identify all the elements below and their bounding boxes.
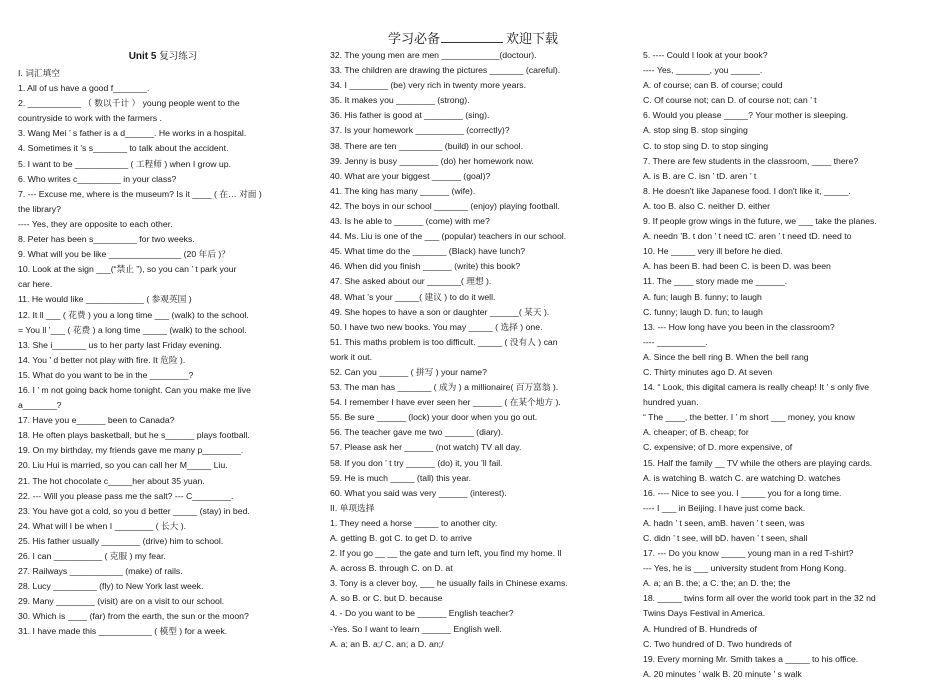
exercise-line: 14. “ Look, this digital camera is really cheap! It ’ s only five (643, 382, 870, 393)
exercise-line: 53. The man has _______ ( 成为 ) a millionaire( 百万富翁 ). (330, 382, 559, 393)
exercise-line: 16. ---- Nice to see you. I _____ you for a long time. (643, 487, 842, 498)
exercise-line: ---- Yes, they are opposite to each other. (18, 218, 173, 229)
exercise-line: A. is B. are C. isn ’ tD. aren ’ t (643, 170, 757, 181)
exercise-line: 9. What will you be like _______________ (20 年后 )？ (18, 249, 230, 260)
exercise-line: 18. He often plays basketball, but he s______ plays football. (18, 430, 250, 441)
exercise-line: 48. What ’s your _____( 建议 ) to do it well. (330, 291, 496, 302)
exercise-line: 31. I have made this ___________ ( 模型 ) for a week. (18, 626, 228, 637)
exercise-line: A. across B. through C. on D. at (330, 563, 453, 574)
exercise-line: 1. They need a horse _____ to another city. (330, 517, 498, 528)
exercise-line: A. Hundred of B. Hundreds of (643, 623, 757, 634)
exercise-line: 50. I have two new books. You may _____ ( 选择 ) one. (330, 321, 543, 332)
exercise-line: A. cheaper; of B. cheap; for (643, 427, 749, 438)
exercise-line: 30. Which is ____ (far) from the earth, the sun or the moon? (18, 611, 249, 622)
exercise-line: 39. Jenny is busy ________ (do) her homework now. (330, 155, 534, 166)
exercise-line: --- Yes, he is ___ university student from Hong Kong. (643, 563, 847, 574)
exercise-line: 58. If you don ’ t try ______ (do) it, you ’ll fail. (330, 457, 503, 468)
exercise-line: 2. If you go __ __ the gate and turn left, you find my home. ll (330, 548, 562, 559)
exercise-line: 34. I ________ (be) very rich in twenty more years. (330, 80, 527, 91)
exercise-line: 41. The king has many ______ (wife). (330, 185, 476, 196)
exercise-line: 17. --- Do you know _____ young man in a red T-shirt? (643, 548, 854, 559)
exercise-line: 54. I remember I have ever seen her ______ ( 在某个地方 ). (330, 397, 561, 408)
exercise-line: 6. Who writes c_________ in your class? (18, 173, 177, 184)
exercise-line: 38. There are ten _________ (build) in our school. (330, 140, 524, 151)
exercise-line: A. so B. or C. but D. because (330, 593, 443, 604)
exercise-line: C. Thirty minutes ago D. At seven (643, 366, 773, 377)
exercise-line: 59. He is much _____ (tall) this year. (330, 472, 471, 483)
exercise-line: A. stop sing B. stop singing (643, 125, 748, 136)
exercise-line: A. a; an B. the; a C. the; an D. the; the (643, 578, 791, 589)
exercise-line: 29. Many ________ (visit) are on a visit to our school. (18, 596, 225, 607)
exercise-line: A. too B. also C. neither D. either (643, 200, 770, 211)
exercise-line: C. expensive; of D. more expensive, of (643, 442, 793, 453)
exercise-line: 36. His father is good at ________ (sing). (330, 110, 490, 121)
exercise-line: car here. (18, 279, 53, 290)
exercise-line: 33. The children are drawing the pictures _______ (careful). (330, 65, 561, 76)
exercise-line: 56. The teacher gave me two ______ (diary). (330, 427, 504, 438)
exercise-line: 19. Every morning Mr. Smith takes a _____ to his office. (643, 653, 859, 664)
exercise-line: C. Two hundred of D. Two hundreds of (643, 638, 792, 649)
exercise-line: 28. Lucy _________ (fly) to New York last week. (18, 581, 204, 592)
exercise-line: 3. Tony is a clever boy, ___ he usually fails in Chinese exams. (330, 578, 568, 589)
exercise-line: 43. Is he able to ______ (come) with me? (330, 216, 490, 227)
exercise-line: 60. What you said was very ______ (interest). (330, 487, 507, 498)
exercise-line: 22. --- Will you please pass me the salt? --- C________. (18, 490, 234, 501)
exercise-line: 55. Be sure ______ (lock) your door when you go out. (330, 412, 538, 423)
exercise-line: 47. She asked about our _______( 理想 ). (330, 276, 492, 287)
exercise-line: hundred yuan. (643, 397, 699, 408)
exercise-line: I. 词汇填空 (18, 68, 60, 78)
exercise-line: 5. I want to be ___________ ( 工程师 ) when I grow up. (18, 158, 231, 169)
exercise-line: 13. --- How long have you been in the classroom? (643, 321, 835, 332)
exercise-line: 18. _____ twins form all over the world took part in the 32 nd (643, 593, 876, 604)
exercise-line: C. Of course not; can D. of course not; can ’ t (643, 95, 817, 106)
exercise-line: A. hadn ’ t seen, amB. haven ’ t seen, was (643, 517, 805, 528)
exercise-line: 11. He would like ____________ ( 参观英国 ) (18, 294, 192, 305)
exercise-line: 12. It ll ___ ( 花费 ) you a long time ___ (walk) to the school. (18, 309, 249, 320)
exercise-line: A. needn ’B. t don ’ t need tC. aren ’ t need tD. need to (643, 231, 852, 242)
exercise-line: 32. The young men are men ____________(doctour). (330, 50, 537, 60)
exercise-line: 57. Please ask her ______ (not watch) TV all day. (330, 442, 522, 453)
exercise-line: 6. Would you please _____? Your mother is sleeping. (643, 110, 849, 121)
exercise-line: 10. Look at the sign ___(“禁止 ”), so you can ’ t park your (18, 264, 237, 275)
exercise-line: the library? (18, 203, 61, 214)
exercise-line: 8. He doesn't like Japanese food. I don't like it, _____. (643, 185, 851, 196)
exercise-line: A. 20 minutes ’ walk B. 20 minute ’ s walk (643, 668, 802, 679)
header-left-text: 学习必备 (388, 32, 441, 47)
exercise-line: 7. --- Excuse me, where is the museum? Is it ____ ( 在… 对面 ) (18, 188, 262, 199)
exercise-line: countryside to work with the farmers . (18, 113, 162, 124)
exercise-line: -Yes. So I want to learn ______ English well. (330, 623, 502, 634)
column-right (643, 48, 943, 682)
exercise-line: A. of course; can B. of course; could (643, 80, 783, 91)
exercise-line: 52. Can you ______ ( 拼写 ) your name? (330, 366, 487, 377)
exercise-line: 2. ___________ （ 数以千计 ） young people went to the (18, 98, 240, 109)
exercise-line: 15. What do you want to be in the ________? (18, 369, 194, 380)
column-middle (330, 48, 626, 652)
exercise-line: 7. There are few students in the classroom, ____ there? (643, 155, 859, 166)
exercise-line: 42. The boys in our school _______ (enjoy) playing football. (330, 200, 560, 211)
exercise-line: 8. Peter has been s_________ for two weeks. (18, 234, 195, 245)
exercise-line: 51. This maths problem is too difficult. _____ ( 没有人 ) can (330, 336, 558, 347)
unit-subtitle-text: 复习练习 (159, 51, 198, 62)
unit-title (18, 48, 308, 66)
exercise-line: C. didn ’ t see, will bD. haven ’ t seen, shall (643, 533, 808, 543)
exercise-line: 11. The ____ story made me ______. (643, 276, 788, 287)
exercise-line: 23. You have got a cold, so you d better _____ (stay) in bed. (18, 505, 250, 516)
exercise-line: 5. ---- Could I look at your book? (643, 50, 768, 60)
exercise-line: A. is watching B. watch C. are watching D. watches (643, 472, 841, 483)
exercise-line: work it out. (330, 351, 373, 362)
exercise-line: 3. Wang Mei ’ s father is a d______. He works in a hospital. (18, 128, 247, 139)
unit-title-text: Unit 5 (128, 51, 157, 62)
exercise-line: 15. Half the family __ TV while the others are playing cards. (643, 457, 873, 468)
exercise-line: A. a; an B. a;/ C. an; a D. an;/ (330, 638, 444, 649)
exercise-line: C. funny; laugh D. fun; to laugh (643, 306, 763, 317)
header-right-text: 欢迎下载 (506, 32, 559, 47)
exercise-line: 21. The hot chocolate c_____her about 35 yuan. (18, 475, 205, 486)
column-left (18, 48, 308, 640)
exercise-line: 16. I ’ m not going back home tonight. Can you make me live (18, 384, 251, 395)
exercise-line: 35. It makes you ________ (strong). (330, 95, 470, 106)
exercise-line: 27. Railways ___________ (make) of rails. (18, 566, 183, 577)
exercise-line: 9. If people grow wings in the future, we ___ take the planes. (643, 216, 877, 227)
exercise-line: ---- __________. (643, 336, 708, 347)
exercise-line: A. getting B. got C. to get D. to arrive (330, 533, 472, 543)
page-header (0, 28, 950, 48)
exercise-line: 4. - Do you want to be ______ English teacher? (330, 608, 514, 619)
exercise-line: 14. You ’ d better not play with fire. It 危险 ). (18, 354, 186, 365)
exercise-line: 19. On my birthday, my friends gave me many p________. (18, 445, 244, 456)
exercise-line: 24. What will I be when I ________ ( 长大 ). (18, 520, 187, 531)
exercise-line: A. Since the bell ring B. When the bell rang (643, 351, 809, 362)
exercise-line: 13. She i_______ us to her party last Friday evening. (18, 339, 222, 350)
exercise-line: 25. His father usually ________ (drive) him to school. (18, 535, 224, 546)
exercise-line: 26. I can __________ ( 克服 ) my fear. (18, 551, 166, 561)
exercise-line: C. to stop sing D. to stop singing (643, 140, 769, 151)
exercise-line: 20. Liu Hui is married, so you can call her M_____ Liu. (18, 460, 228, 471)
exercise-line: 4. Sometimes it ’s s_______ to talk about the accident. (18, 143, 229, 154)
exercise-line: 17. Have you e______ been to Canada? (18, 415, 175, 426)
exercise-line: 1. All of us have a good f_______. (18, 83, 150, 94)
exercise-line: 10. He _____ very ill before he died. (643, 246, 783, 257)
exercise-line: Twins Days Festival in America. (643, 608, 766, 619)
exercise-line: “ The ____, the better. I ’ m short ___ money, you know (643, 412, 855, 423)
exercise-line: 44. Ms. Liu is one of the ___ (popular) teachers in our school. (330, 231, 567, 242)
exercise-line: 46. When did you finish ______ (write) this book? (330, 261, 521, 272)
exercise-line: A. has been B. had been C. is been D. was been (643, 261, 831, 272)
exercise-line: 40. What are your biggest ______ (goal)? (330, 170, 491, 181)
exercise-line: 45. What time do the _______ (Black) have lunch? (330, 246, 526, 257)
exercise-line: a_______? (18, 400, 62, 411)
exercise-line: ---- I ___ in Beijing. I have just come back. (643, 502, 806, 513)
exercise-line: = You ll ’___ ( 花费 ) a long time _____ (walk) to the school. (18, 324, 247, 335)
exercise-line: 49. She hopes to have a son or daughter ______( 某天 ). (330, 306, 550, 317)
exercise-line: 37. Is your homework __________ (correctly)? (330, 125, 510, 136)
exercise-line: A. fun; laugh B. funny; to laugh (643, 291, 762, 302)
exercise-line: ---- Yes, _______, you ______. (643, 65, 763, 76)
header-underline (441, 42, 503, 43)
exercise-line: II. 单项选择 (330, 502, 375, 513)
